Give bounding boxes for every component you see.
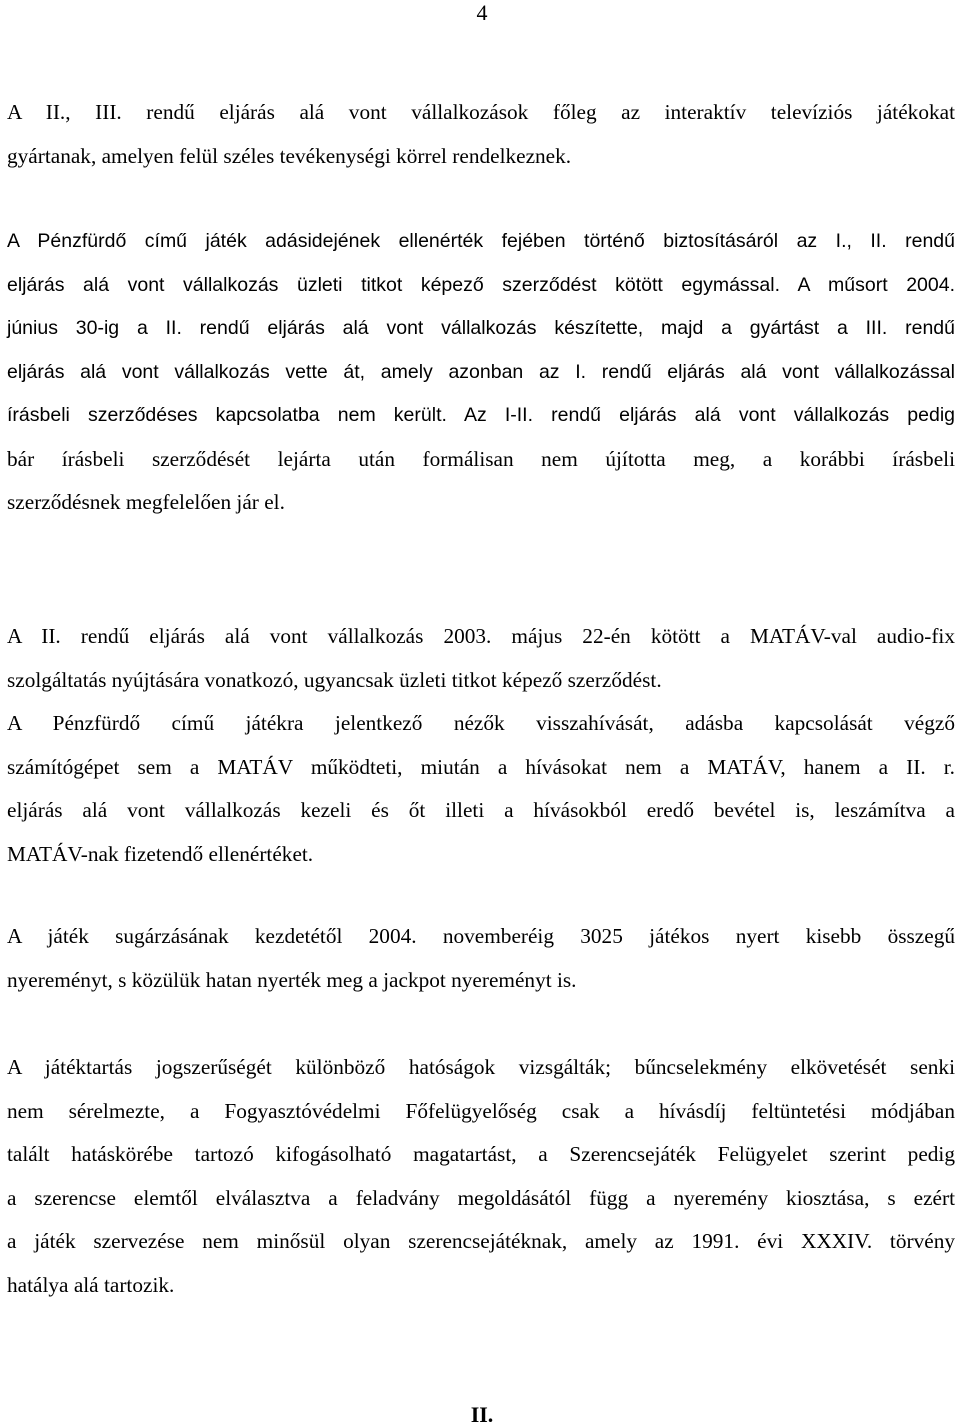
paragraph-winners xyxy=(7,915,955,1002)
page-number: 4 xyxy=(476,0,488,25)
text-line: június 30-ig a II. rendű eljárás alá vont vállalkozás készítette, majd a gyártást a III. rendű xyxy=(7,317,955,339)
text-line: A játéktartás jogszerűségét különböző hatóságok vizsgálták; bűncselekmény elkövetését senki xyxy=(7,1055,955,1079)
text-line: nyereményt, s közülük hatan nyerték meg a jackpot nyereményt is. xyxy=(7,967,577,992)
text-line: A II. rendű eljárás alá vont vállalkozás 2003. május 22-én kötött a MATÁV-val audio-fix xyxy=(7,624,955,648)
text-line: talált hatáskörébe tartozó kifogásolható magatartást, a Szerencsejáték Felügyelet szerint pedig xyxy=(7,1142,955,1166)
text-line: hatálya alá tartozik. xyxy=(7,1272,175,1297)
section-heading: II. xyxy=(470,1402,494,1427)
text-line: gyártanak, amelyen felül széles tevékenységi körrel rendelkeznek. xyxy=(7,143,572,168)
text-line: szolgáltatás nyújtására vonatkozó, ugyancsak üzleti titkot képező szerződést. xyxy=(7,667,662,692)
paragraph-airtime-contract xyxy=(7,220,955,525)
text-line: írásbeli szerződéses kapcsolatba nem került. Az I-II. rendű eljárás alá vont vállalkozás pedig xyxy=(7,404,955,426)
text-line: A Pénzfürdő című játék adásidejének ellenérték fejében történő biztosításáról az I., II. rendű xyxy=(7,230,955,252)
text-line: eljárás alá vont vállalkozás üzleti titkot képező szerződést kötött egymással. A műsort 2004. xyxy=(7,273,955,296)
text-line: A játék sugárzásának kezdetétől 2004. novemberéig 3025 játékos nyert kisebb összegű xyxy=(7,924,955,948)
paragraph-companies xyxy=(7,91,955,178)
text-line: A II., III. rendű eljárás alá vont vállalkozások főleg az interaktív televíziós játékokat xyxy=(7,100,955,124)
text-line: A Pénzfürdő című játékra jelentkező nézők visszahívását, adásba kapcsolását végző xyxy=(7,711,955,735)
text-line: bár írásbeli szerződését lejárta után formálisan nem újította meg, a korábbi írásbeli xyxy=(7,446,955,471)
paragraph-matav-contract xyxy=(7,615,955,876)
text-line: a szerencse elemtől elválasztva a feladvány megoldásától függ a nyeremény kiosztása, s ezért xyxy=(7,1185,955,1210)
text-line: szerződésnek megfelelően jár el. xyxy=(7,490,285,514)
text-line: eljárás alá vont vállalkozás kezeli és őt illeti a hívásokból eredő bevétel is, leszámítva a xyxy=(7,798,955,822)
text-line: a játék szervezése nem minősül olyan szerencsejátéknak, amely az 1991. évi XXXIV. törvény xyxy=(7,1229,955,1253)
text-line: számítógépet sem a MATÁV működteti, miután a hívásokat nem a MATÁV, hanem a II. r. xyxy=(7,754,955,779)
paragraph-legality xyxy=(7,1046,955,1307)
text-line: MATÁV-nak fizetendő ellenértéket. xyxy=(7,841,314,866)
text-line: nem sérelmezte, a Fogyasztóvédelmi Főfelügyelőség csak a hívásdíj feltüntetési módjában xyxy=(7,1098,955,1123)
text-line: eljárás alá vont vállalkozás vette át, amely azonban az I. rendű eljárás alá vont vállalkozással xyxy=(7,360,955,383)
